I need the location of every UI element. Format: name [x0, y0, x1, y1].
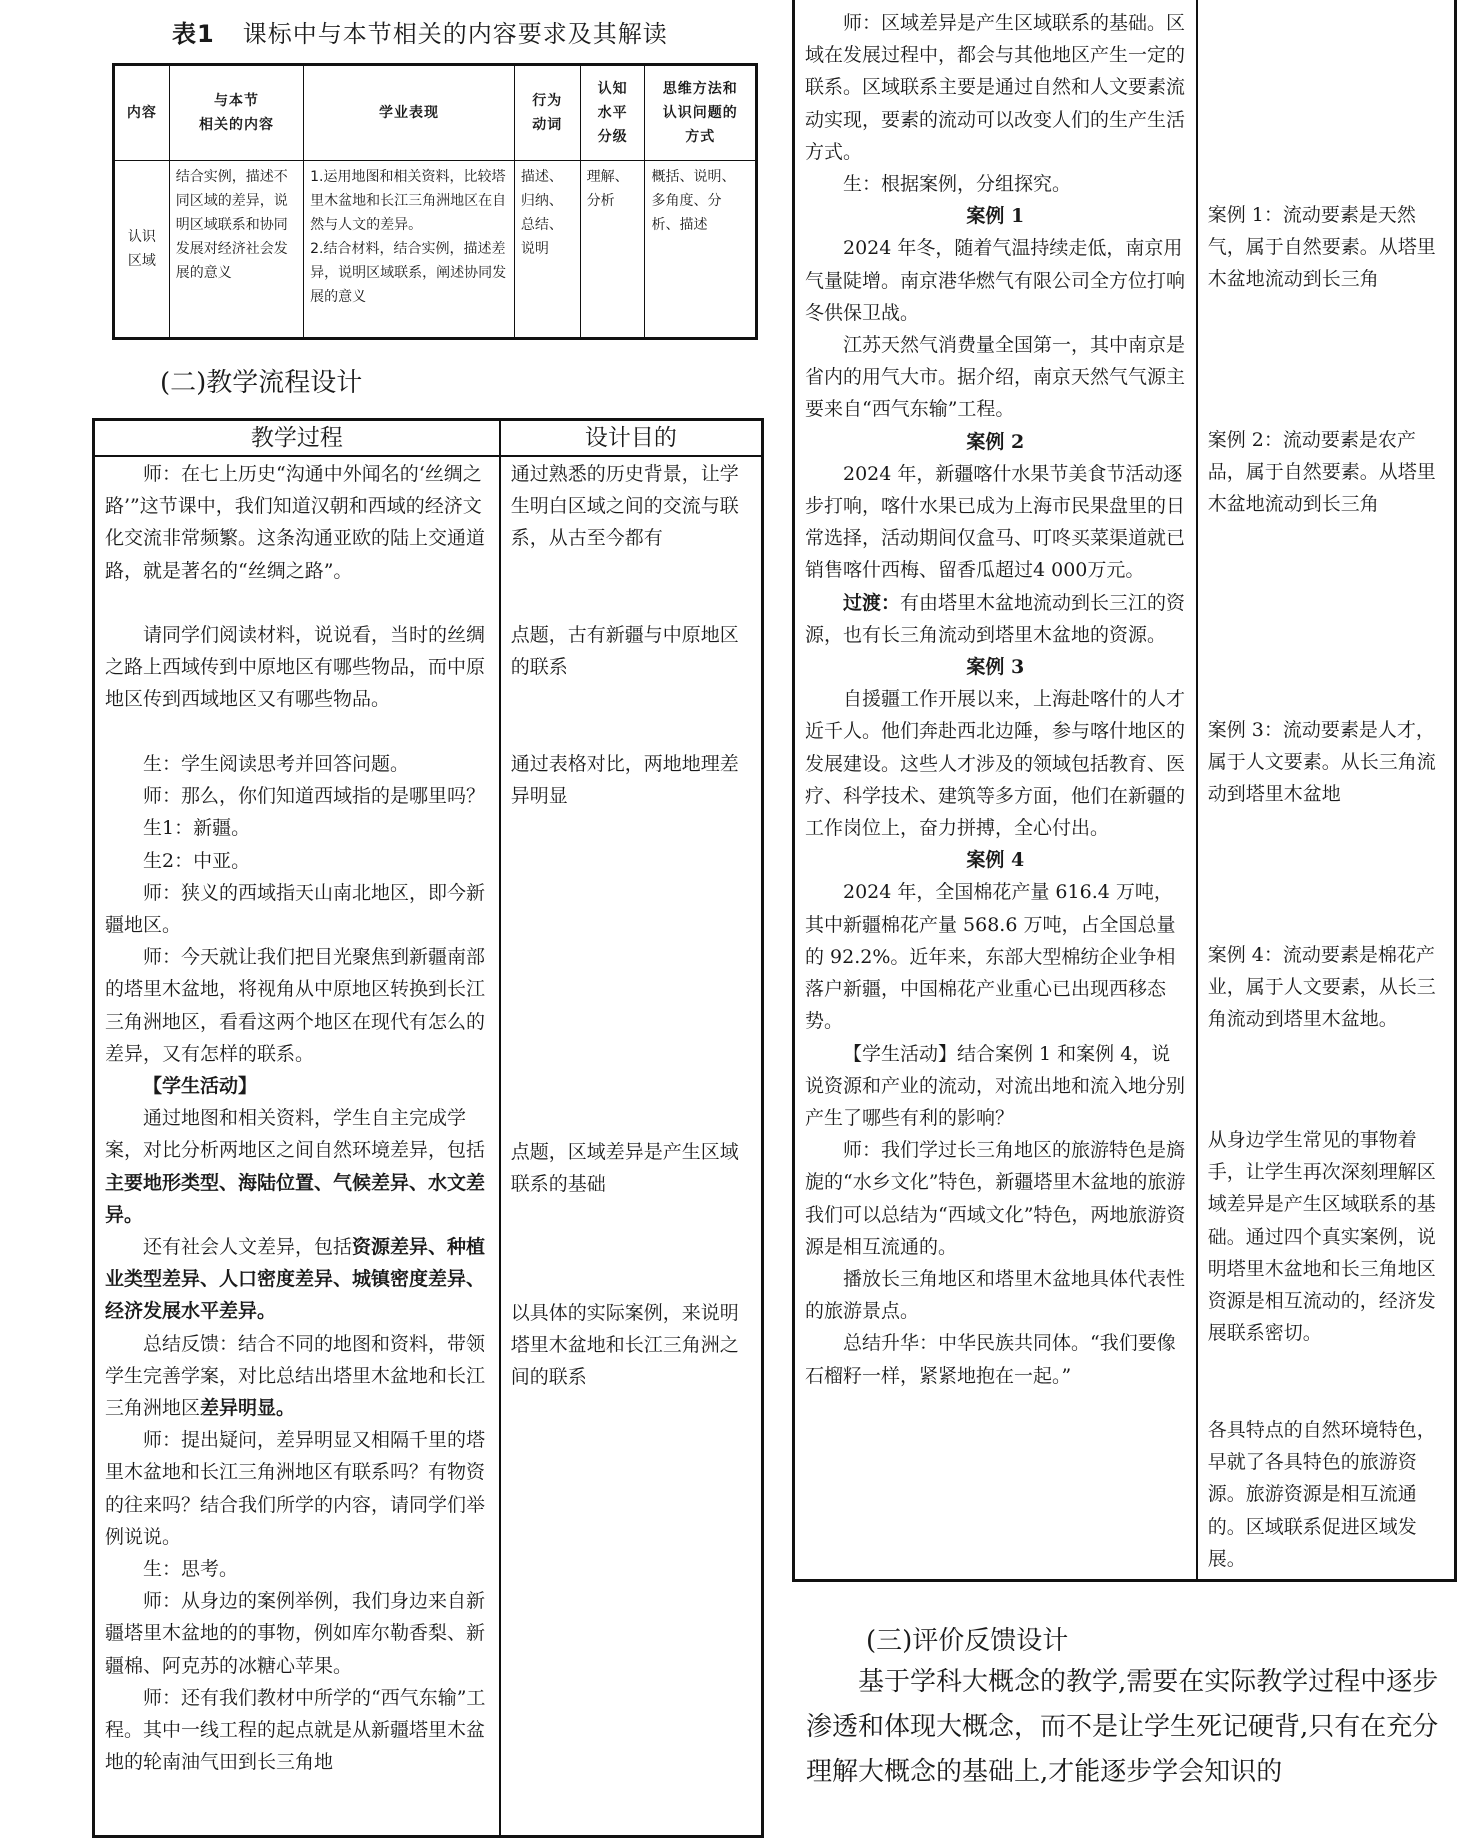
table1-title [172, 14, 668, 49]
text-run-bold: 差异明显。 [200, 1397, 296, 1420]
table1-header-verbs [514, 65, 580, 161]
purpose-para: 以具体的实际案例，来说明塔里木盆地和长江三角洲之间的联系 [510, 1302, 739, 1389]
process-para: 生：思考。 [143, 1558, 239, 1581]
purpose-para: 通过熟悉的历史背景，让学生明白区域之间的交流与联系，从古至今都有 [510, 463, 739, 550]
process-cell [94, 456, 500, 1837]
purpose-para: 从身边学生常见的事物着手，让学生再次深刻理解区域差异是产生区域联系的基础。通过四个真实案例，说明塔里木盆地和长三角地区资源是相互流动的，经济发展联系密切。 [1207, 1129, 1436, 1345]
header-line: 认知 [597, 81, 628, 97]
process-para: 【学生活动】 [143, 1075, 258, 1098]
process-para: 师：我们学过长三角地区的旅游特色是旖旎的“水乡文化”特色，新疆塔里木盆地的旅游我们可以总结为“西域文化”特色，两地旅游资源是相互流通的。 [805, 1139, 1186, 1258]
header-line: 与本节 [213, 93, 259, 109]
activity-para: 【学生活动】结合案例 1 和案例 4，说说资源和产业的流动，对流出地和流入地分别产生了哪些有利的影响？ [805, 1042, 1186, 1129]
purpose-spacer [1208, 7, 1444, 199]
case-para: 自援疆工作开展以来，上海赴喀什的人才近千人。他们奔赴西北边陲，参与喀什地区的发展建设。这些人才涉及的领域包括教育、医疗、科学技术、建筑等多方面，他们在新疆的工作岗位上，奋力拼搏，全心付出。 [805, 688, 1186, 840]
flow-row [794, 0, 1456, 1581]
text-run: 还有社会人文差异，包括 [143, 1236, 353, 1259]
process-para: 生：学生阅读思考并回答问题。 [143, 753, 410, 775]
table1 [112, 63, 758, 340]
flow-row [94, 456, 763, 1837]
purpose-para: 通过表格对比，两地地理差异明显 [510, 753, 739, 808]
process-para: 师：狭义的西域指天山南北地区，即今新疆地区。 [105, 881, 486, 937]
case-para: 2024 年，全国棉花产量 616.4 万吨，其中新疆棉花产量 568.6 万吨，占全国总量的 92.2%。近年来，东部大型棉纺企业争相落户新疆，中国棉花产业重心已出现西移态势。 [805, 881, 1176, 1033]
case-para: 江苏天然气消费量全国第一，其中南京是省内的用气大市。据介绍，南京天然气气源主要来自“西气东输”工程。 [805, 334, 1186, 421]
flow-header-row [94, 420, 763, 457]
table1-header-level [580, 65, 645, 161]
table1-cell-related: 结合实例，描述不同区域的差异，说明区域联系和协同发展对经济社会发展的意义 [169, 161, 303, 339]
section3-heading: (三)评价反馈设计 [866, 1626, 1069, 1656]
process-para: 生：根据案例，分组探究。 [843, 173, 1072, 196]
table1-cell-method: 概括、说明、多角度、分析、描述 [645, 161, 757, 339]
performance-item: 1.运用地图和相关资料，比较塔里木盆地和长江三角洲地区在自然与人文的差异。 [310, 169, 507, 233]
flow-table-right [792, 0, 1457, 1582]
case-title: 案例 4 [966, 849, 1025, 872]
process-para: 师：那么，你们知道西域指的是哪里吗？ [143, 785, 486, 808]
text-run: 总结反馈：结合不同的地图和资料，带领学生完善学案，对比总结出塔里木盆地和长江三角洲地区 [105, 1332, 486, 1420]
purpose-para: 案例 1：流动要素是天然气，属于自然要素。从塔里木盆地流动到长三角 [1207, 204, 1436, 291]
header-line: 相关的内容 [198, 117, 274, 133]
table1-cell-performance [304, 161, 515, 339]
section3-body: 基于学科大概念的教学,需要在实际教学过程中逐步渗透和体现大概念，而不是让学生死记硬背,只有在充分理解大概念的基础上,才能逐步学会知识的 [806, 1667, 1439, 1787]
table1-header-method [645, 65, 757, 161]
table1-row [114, 161, 757, 339]
process-para: 师：在七上历史“沟通中外闻名的‘丝绸之路’”这节课中，我们知道汉朝和西域的经济文化交流非常频繁。这条沟通亚欧的陆上交通道路，就是著名的“丝绸之路”。 [105, 463, 486, 582]
table1-header-performance: 学业表现 [304, 65, 515, 161]
table1-caption: 课标中与本节相关的内容要求及其解读 [242, 20, 668, 48]
table1-cell-level: 理解、分析 [580, 161, 645, 339]
purpose-para: 点题，区域差异是产生区域联系的基础 [510, 1141, 739, 1196]
process-para: 师：区域差异是产生区域联系的基础。区域在发展过程中，都会与其他地区产生一定的联系。区域联系主要是通过自然和人文要素流动实现，要素的流动可以改变人们的生产生活方式。 [805, 12, 1186, 163]
flow-header-process: 教学过程 [94, 420, 500, 457]
case-title: 案例 2 [966, 430, 1025, 453]
transition-text: 有由塔里木盆地流动到长三江的资源，也有长三角流动到塔里木盆地的资源。 [805, 591, 1186, 646]
table1-cell-content: 认识区域 [114, 161, 170, 339]
purpose-para: 点题，古有新疆与中原地区的联系 [510, 624, 739, 679]
process-para: 师：从身边的案例举例，我们身边来自新疆塔里木盆地的的事物，例如库尔勒香梨、新疆棉、阿克苏的冰糖心苹果。 [105, 1590, 486, 1677]
text-run-bold: 主要地形类型、海陆位置、气候差异、水文差异。 [105, 1171, 486, 1226]
table1-number: 表1 [172, 20, 215, 48]
process-para: 总结升华：中华民族共同体。“我们要像石榴籽一样，紧紧地抱在一起。” [805, 1332, 1176, 1387]
process-cell [794, 0, 1197, 1581]
header-line: 思维方法和 [662, 81, 738, 97]
table1-header-row [114, 65, 757, 161]
performance-item: 2.结合材料，结合实例，描述差异，说明区域联系，阐述协同发展的意义 [310, 241, 507, 305]
process-para [105, 1328, 489, 1425]
header-line: 水平 [597, 105, 628, 121]
purpose-para: 案例 2：流动要素是农产品，属于自然要素。从塔里木盆地流动到长三角 [1207, 429, 1436, 516]
case-title: 案例 3 [966, 656, 1025, 679]
transition-para [805, 587, 1186, 651]
header-line: 行为 [532, 93, 563, 109]
process-para: 生2：中亚。 [143, 849, 251, 872]
process-para: 生1：新疆。 [143, 817, 251, 840]
process-para: 师：今天就让我们把目光聚焦到新疆南部的塔里木盆地，将视角从中原地区转换到长江三角洲地区，看看这两个地区在现代有怎么的差异，又有怎样的联系。 [105, 946, 486, 1065]
case-para: 2024 年冬，随着气温持续走低，南京用气量陡增。南京港华燃气有限公司全方位打响冬供保卫战。 [805, 237, 1186, 324]
text-run-bold: 资源差异、种植业类型差异、人口密度差异、城镇密度差异、经济发展水平差异。 [105, 1236, 486, 1323]
process-para [105, 1102, 489, 1231]
text-run: 通过地图和相关资料，学生自主完成学案，对比分析两地区之间自然环境差异，包括 [105, 1107, 486, 1162]
table1-cell-verbs: 描述、归纳、总结、说明 [514, 161, 580, 339]
section2-heading: (二)教学流程设计 [160, 368, 363, 398]
table1-header-content: 内容 [114, 65, 170, 161]
header-line: 方式 [685, 129, 716, 145]
purpose-para: 案例 3：流动要素是人才，属于人文要素。从长三角流动到塔里木盆地 [1207, 719, 1436, 806]
process-para: 师：还有我们教材中所学的“西气东输”工程。其中一线工程的起点就是从新疆塔里木盆地的轮南油气田到长三角地 [105, 1686, 486, 1774]
case-para: 2024 年，新疆喀什水果节美食节活动逐步打响，喀什水果已成为上海市民果盘里的日常选择，活动期间仅盒马、叮咚买菜渠道就已销售喀什西梅、留香瓜超过4 000万元。 [805, 462, 1186, 582]
purpose-cell [1197, 0, 1456, 1581]
case-title: 案例 1 [966, 205, 1025, 228]
flow-table-left [92, 418, 764, 1838]
header-line: 动词 [532, 117, 563, 133]
purpose-para: 案例 4：流动要素是棉花产业，属于人文要素，从长三角流动到塔里木盆地。 [1207, 944, 1436, 1031]
flow-header-purpose: 设计目的 [500, 420, 763, 457]
header-line: 分级 [597, 129, 628, 145]
process-para: 师：提出疑问，差异明显又相隔千里的塔里木盆地和长江三角洲地区有联系吗？有物资的往来吗？结合我们所学的内容，请同学们举例说说。 [105, 1429, 486, 1548]
purpose-cell [500, 456, 763, 1837]
purpose-para: 各具特点的自然环境特色，早就了各具特色的旅游资源。旅游资源是相互流通的。区域联系促进区域发展。 [1207, 1419, 1436, 1570]
transition-label: 过渡： [843, 591, 901, 614]
header-line: 认识问题的 [662, 105, 738, 121]
table1-header-related [169, 65, 303, 161]
process-para: 播放长三角地区和塔里木盆地具体代表性的旅游景点。 [805, 1267, 1186, 1323]
process-para [105, 1231, 489, 1328]
process-para: 请同学们阅读材料，说说看，当时的丝绸之路上西域传到中原地区有哪些物品，而中原地区传到西域地区又有哪些物品。 [105, 624, 486, 711]
